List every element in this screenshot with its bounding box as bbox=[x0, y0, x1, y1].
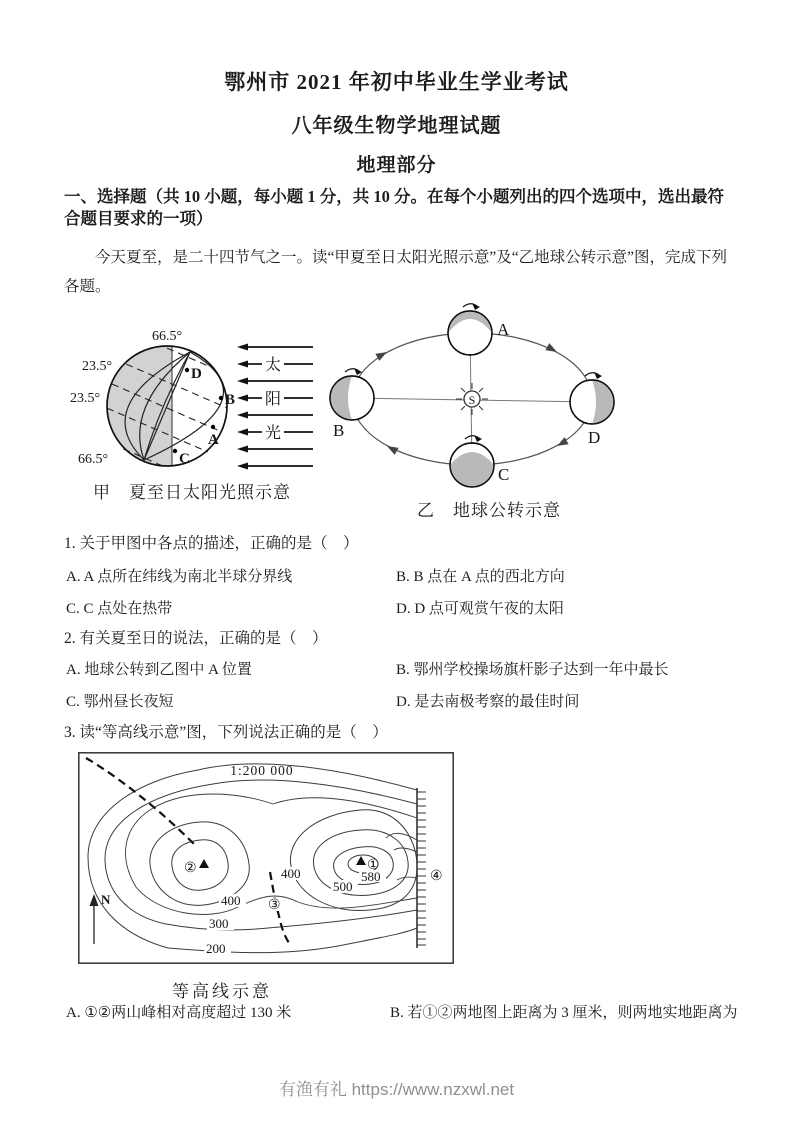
earth-position-d bbox=[570, 372, 614, 424]
elev-300: 300 bbox=[209, 916, 229, 931]
sunlight-char-tai: 太 bbox=[264, 357, 282, 374]
earth-position-b bbox=[330, 368, 374, 420]
sunlight-char-guang: 光 bbox=[264, 425, 282, 442]
question-2-stem: 2. 有关夏至日的说法，正确的是（ ） bbox=[64, 630, 328, 647]
contour-map-diagram bbox=[78, 752, 454, 964]
peak-2-label: ② bbox=[184, 861, 197, 876]
position-b-label: B bbox=[333, 421, 345, 440]
point-b-label: B bbox=[225, 392, 236, 408]
question-3-option-b: B. 若①②两地图上距离为 3 厘米，则两地实地距离为 bbox=[390, 1005, 738, 1021]
earth-position-a bbox=[448, 303, 492, 355]
elev-200: 200 bbox=[206, 941, 226, 956]
lat-label-top: 66.5° bbox=[152, 329, 183, 344]
question-1-option-d: D. D 点可观赏午夜的太阳 bbox=[396, 601, 564, 617]
point-d-label: D bbox=[191, 366, 202, 382]
question-2-option-b: B. 鄂州学校操场旗杆影子达到一年中最长 bbox=[396, 662, 669, 678]
valley-label: ③ bbox=[268, 898, 281, 913]
point-c-label: C bbox=[179, 451, 190, 467]
question-2-option-c: C. 鄂州昼长夜短 bbox=[66, 694, 174, 710]
peak-1-label: ① bbox=[367, 858, 380, 873]
elev-580: 580 bbox=[361, 869, 381, 884]
choice-section-heading: 一、选择题（共 10 小题，每小题 1 分，共 10 分。在每个小题列出的四个选项中，选出最符合题目要求的一项） bbox=[64, 187, 724, 228]
question-1-stem: 1. 关于甲图中各点的描述，正确的是（ ） bbox=[64, 535, 359, 552]
question-2-option-a: A. 地球公转到乙图中 A 位置 bbox=[66, 662, 252, 678]
point-a-label: A bbox=[208, 432, 219, 448]
sunlight-char-yang: 阳 bbox=[264, 391, 282, 408]
elev-400-center: 400 bbox=[281, 866, 301, 881]
map-scale: 1:200 000 bbox=[230, 763, 294, 778]
cliff-label: ④ bbox=[430, 869, 443, 884]
point-a-dot bbox=[211, 425, 215, 429]
question-3-stem: 3. 读“等高线示意”图，下列说法正确的是（ ） bbox=[64, 724, 388, 741]
position-d-label: D bbox=[588, 428, 601, 447]
point-d-dot bbox=[185, 368, 189, 372]
question-1-option-b: B. B 点在 A 点的西北方向 bbox=[396, 569, 565, 585]
sun-ray-arrowheads bbox=[237, 344, 248, 470]
lat-label-upper: 23.5° bbox=[82, 359, 113, 374]
lat-label-bottom: 66.5° bbox=[78, 452, 109, 467]
contour-map-caption: 等高线示意 bbox=[172, 982, 272, 1001]
elev-400-left: 400 bbox=[221, 893, 241, 908]
question-1-option-a: A. A 点所在纬线为南北半球分界线 bbox=[66, 569, 293, 585]
question-2-option-d: D. 是去南极考察的最佳时间 bbox=[396, 694, 580, 710]
sun-icon bbox=[456, 383, 488, 415]
figure-yi-caption: 乙 地球公转示意 bbox=[417, 501, 561, 520]
north-label: N bbox=[101, 892, 111, 907]
site-watermark: 有渔有礼 https://www.nzxwl.net bbox=[278, 1080, 515, 1099]
lat-label-lower: 23.5° bbox=[70, 391, 101, 406]
question-1-option-c: C. C 点处在热带 bbox=[66, 601, 173, 617]
sun-label: S bbox=[468, 393, 476, 407]
point-c-dot bbox=[173, 449, 177, 453]
page-subtitle: 八年级生物学地理试题 bbox=[291, 115, 502, 137]
section-title: 地理部分 bbox=[356, 155, 437, 176]
position-a-label: A bbox=[497, 320, 510, 339]
solstice-illumination-diagram bbox=[70, 322, 315, 474]
question-3-option-a: A. ①②两山峰相对高度超过 130 米 bbox=[66, 1005, 292, 1021]
point-b-dot bbox=[219, 396, 223, 400]
figure-jia-caption: 甲 夏至日太阳光照示意 bbox=[93, 483, 291, 502]
elev-500: 500 bbox=[333, 879, 353, 894]
earth-position-c bbox=[450, 435, 494, 487]
page-title: 鄂州市 2021 年初中毕业生学业考试 bbox=[224, 70, 569, 94]
intro-paragraph: 今天夏至，是二十四节气之一。读“甲夏至日太阳光照示意”及“乙地球公转示意”图，完成下列各题。 bbox=[64, 249, 728, 295]
position-c-label: C bbox=[498, 465, 510, 484]
earth-revolution-diagram bbox=[325, 293, 645, 508]
